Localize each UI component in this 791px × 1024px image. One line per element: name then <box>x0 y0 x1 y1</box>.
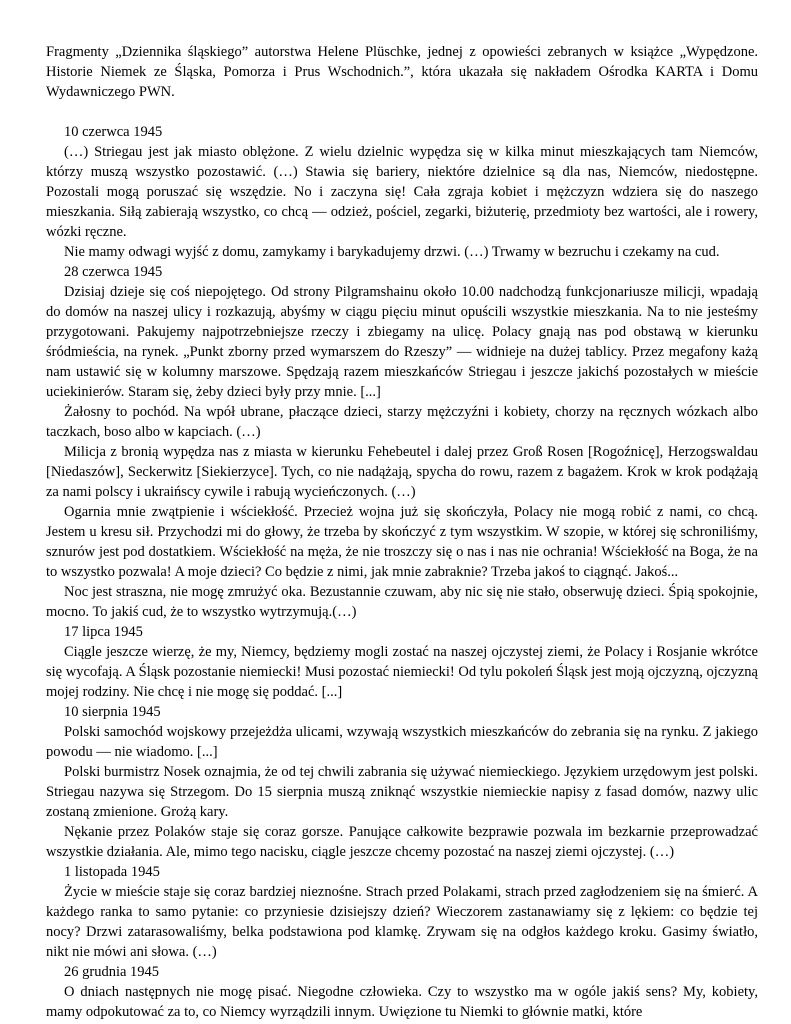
diary-entry <box>46 262 758 622</box>
entry-paragraph: Nie mamy odwagi wyjść z domu, zamykamy i barykadujemy drzwi. (…) Trwamy w bezruchu i czekamy na cud. <box>64 244 720 260</box>
diary-entry <box>46 122 758 262</box>
entry-paragraph: Nękanie przez Polaków staje się coraz gorsze. Panujące całkowite bezprawie pozwala im bezkarnie przeprowadzać wszystkie działania. Ale, mimo tego nacisku, ciągle jeszcze chcemy pozostać na naszej ziemi ojczystej. (…) <box>46 824 758 860</box>
entry-date: 26 grudnia 1945 <box>64 964 160 980</box>
diary-entry <box>46 702 758 862</box>
diary-entry <box>46 622 758 702</box>
entry-date: 1 listopada 1945 <box>64 864 160 880</box>
entry-paragraph: Dzisiaj dzieje się coś niepojętego. Od strony Pilgramshainu około 10.00 nadchodzą funkcjonariusze milicji, wpadają do domów na naszej ulicy i rozkazują, abyśmy w ciągu pięciu minut opuścili wszystkie mieszkania. Na to nie jesteśmy przygotowani. Pakujemy najpotrzebniejsze rzeczy i zbiegamy na ulicę. Polacy gnają nas pod obstawą w kierunku śródmieścia, na rynek. „Punkt zborny przed wymarszem do Rzeszy” — widnieje na dużej tablicy. Przez megafony każą nam ustawić się w kolumny marszowe. Spędzają razem mieszkańców Striegau i jeszcze jakichś pozostałych w mieście uciekinierów. Staram się, żeby dzieci były przy mnie. [...] <box>46 284 758 400</box>
diary-entry <box>46 962 758 1022</box>
entry-date: 28 czerwca 1945 <box>64 264 163 280</box>
entry-paragraph: O dniach następnych nie mogę pisać. Niegodne człowieka. Czy to wszystko ma w ogóle jakiś sens? My, kobiety, mamy odpokutować za to, co Niemcy wyrządzili innym. Uwięzione tu Niemki to głównie matki, które <box>46 984 758 1020</box>
entry-date: 10 czerwca 1945 <box>64 124 163 140</box>
diary-entries <box>46 122 758 1022</box>
document-page <box>46 42 758 1022</box>
entry-date: 10 sierpnia 1945 <box>64 704 161 720</box>
intro-paragraph: Fragmenty „Dziennika śląskiego” autorstwa Helene Plüschke, jednej z opowieści zebranych w książce „Wypędzone. Historie Niemek ze Śląska, Pomorza i Prus Wschodnich.”, która ukazała się nakładem Ośrodka KARTA i Domu Wydawniczego PWN. <box>46 44 758 100</box>
entry-paragraph: Ciągle jeszcze wierzę, że my, Niemcy, będziemy mogli zostać na naszej ojczystej ziemi, że Polacy i Rosjanie wkrótce się wycofają. A Śląsk pozostanie niemiecki! Musi pozostać niemiecki! Od tylu pokoleń Śląsk jest moją ojczyzną, ojczyzną mojej rodziny. Nie chcę i nie mogę się poddać. [...] <box>46 644 758 700</box>
entry-paragraph: (…) Striegau jest jak miasto oblężone. Z wielu dzielnic wypędza się w kilka minut mieszkających tam Niemców, którzy muszą wszystko pozostawić. (…) Stawia się bariery, niektóre dzielnice są dla nas, Niemców, niedostępne. Pozostali mogą poruszać się wszędzie. No i zaczyna się! Cała zgraja kobiet i mężczyzn wdziera się do naszego mieszkania. Siłą zabierają wszystko, co chcą — odzież, pościel, zegarki, biżuterię, przedmioty bez wartości, ale i rowery, wózki ręczne. <box>46 144 758 240</box>
entry-paragraph: Polski samochód wojskowy przejeżdża ulicami, wzywają wszystkich mieszkańców do zebrania się na rynku. Z jakiego powodu — nie wiadomo. [...] <box>46 724 758 760</box>
entry-paragraph: Milicja z bronią wypędza nas z miasta w kierunku Fehebeutel i dalej przez Groß Rosen [Rogoźnicę], Herzogswaldau [Niedaszów], Seckerwitz [Siekierzyce]. Tych, co nie nadążają, spycha do rowu, razem z bagażem. Krok w krok podążają za nami polscy i ukraińscy cywile i rabują wycieńczonych. (…) <box>46 444 758 500</box>
entry-paragraph: Noc jest straszna, nie mogę zmrużyć oka. Bezustannie czuwam, aby nic się nie stało, obserwuję dzieci. Śpią spokojnie, mocno. To jakiś cud, że to wszystko wytrzymują.(…) <box>46 584 758 620</box>
entry-paragraph: Ogarnia mnie zwątpienie i wściekłość. Przecież wojna już się skończyła, Polacy nie mogą robić z nami, co chcą. Jestem u kresu sił. Przychodzi mi do głowy, że trzeba by skończyć z tym wszystkim. W szopie, w której się schroniliśmy, sznurów jest pod dostatkiem. Wściekłość na męża, że nie troszczy się o nas i nas nie ochrania! Wściekłość na Boga, że na to wszystko pozwala! A moje dzieci? Co będzie z nimi, jak mnie zabraknie? Trzeba jakoś to ciągnąć. Jakoś... <box>46 504 758 580</box>
entry-paragraph: Polski burmistrz Nosek oznajmia, że od tej chwili zabrania się używać niemieckiego. Językiem urzędowym jest polski. Striegau nazywa się Strzegom. Do 15 sierpnia muszą zniknąć wszystkie niemieckie napisy z fasad domów, nazwy ulic zostaną zmienione. Grożą kary. <box>46 764 758 820</box>
diary-entry <box>46 862 758 962</box>
entry-paragraph: Żałosny to pochód. Na wpół ubrane, płaczące dzieci, starzy mężczyźni i kobiety, chorzy na ręcznych wózkach albo taczkach, boso albo w kapciach. (…) <box>46 404 758 440</box>
entry-date: 17 lipca 1945 <box>64 624 143 640</box>
entry-paragraph: Życie w mieście staje się coraz bardziej nieznośne. Strach przed Polakami, strach przed zagłodzeniem się na śmierć. A każdego ranka to samo pytanie: co przyniesie dzisiejszy dzień? Wieczorem zastanawiamy się z lękiem: co będzie tej nocy? Drzwi zatarasowaliśmy, belka podstawiona pod klamkę. Zrywam się na odgłos każdego kroku. Gasimy światło, nikt nie mówi ani słowa. (…) <box>46 884 758 960</box>
